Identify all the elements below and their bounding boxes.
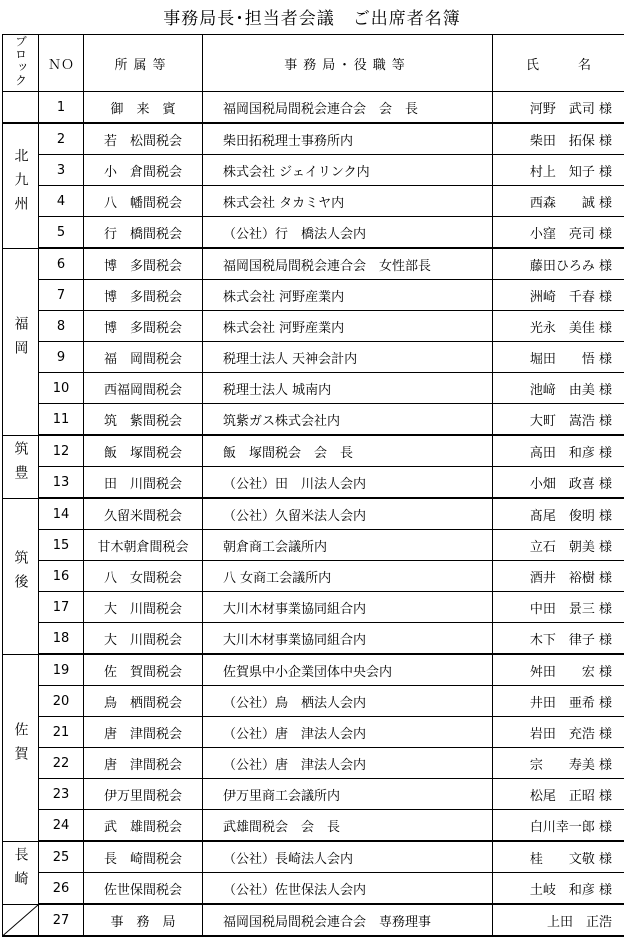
row-office: （公社）佐世保法人会内: [203, 873, 493, 905]
row-office: 武雄間税会 会 長: [203, 810, 493, 842]
block-cell: [3, 841, 39, 904]
row-affiliation: 佐世保間税会: [84, 873, 203, 905]
header-office: 事務局･役職等: [203, 35, 493, 92]
row-name: 上田 正浩: [493, 904, 624, 936]
row-office: 税理士法人 城南内: [203, 373, 493, 404]
row-no: 6: [39, 248, 84, 280]
row-no: 10: [39, 373, 84, 404]
row-affiliation: 小 倉間税会: [84, 155, 203, 186]
row-no: 8: [39, 311, 84, 342]
table-body: [3, 92, 624, 937]
row-no: 18: [39, 623, 84, 655]
block-label: 筑豊: [14, 441, 28, 489]
row-office: 福岡国税局間税会連合会 会 長: [203, 92, 493, 124]
block-label: 福岡: [14, 316, 28, 364]
row-affiliation: 博 多間税会: [84, 280, 203, 311]
row-name: 髙尾 俊明 様: [493, 498, 624, 530]
row-affiliation: 長 崎間税会: [84, 841, 203, 873]
row-office: （公社）田 川法人会内: [203, 467, 493, 499]
row-affiliation: 事 務 局: [84, 904, 203, 936]
block-label: 北九州: [14, 148, 28, 220]
row-affiliation: 武 雄間税会: [84, 810, 203, 842]
block-cell: [3, 92, 39, 124]
row-office: （公社）鳥 栖法人会内: [203, 686, 493, 717]
row-affiliation: 鳥 栖間税会: [84, 686, 203, 717]
row-name: 酒井 裕樹 様: [493, 561, 624, 592]
row-name: 西森 誠 様: [493, 186, 624, 217]
row-affiliation: 博 多間税会: [84, 248, 203, 280]
table-row: [3, 530, 624, 561]
block-cell: [3, 123, 39, 248]
table-row: [3, 435, 624, 467]
row-no: 2: [39, 123, 84, 155]
row-office: 株式会社 河野産業内: [203, 280, 493, 311]
row-no: 24: [39, 810, 84, 842]
block-cell: [3, 248, 39, 435]
block-label: 筑後: [14, 550, 28, 598]
row-office: 筑紫ガス株式会社内: [203, 404, 493, 436]
row-affiliation: 久留米間税会: [84, 498, 203, 530]
row-office: 大川木材事業協同組合内: [203, 623, 493, 655]
row-affiliation: 福 岡間税会: [84, 342, 203, 373]
row-name: 舛田 宏 様: [493, 654, 624, 686]
row-affiliation: 甘木朝倉間税会: [84, 530, 203, 561]
row-no: 12: [39, 435, 84, 467]
block-cell: [3, 498, 39, 654]
row-no: 20: [39, 686, 84, 717]
table-row: [3, 717, 624, 748]
row-affiliation: 田 川間税会: [84, 467, 203, 499]
row-office: 福岡国税局間税会連合会 専務理事: [203, 904, 493, 936]
row-name: 岩田 充浩 様: [493, 717, 624, 748]
block-label: 佐賀: [14, 722, 28, 770]
row-office: 株式会社 ジェイリンク内: [203, 155, 493, 186]
row-name: 大町 嵩浩 様: [493, 404, 624, 436]
row-name: 松尾 正昭 様: [493, 779, 624, 810]
row-name: 桂 文敬 様: [493, 841, 624, 873]
row-no: 13: [39, 467, 84, 499]
row-no: 25: [39, 841, 84, 873]
row-name: 河野 武司 様: [493, 92, 624, 124]
block-label: 長崎: [14, 847, 28, 895]
block-cell: [3, 904, 39, 936]
row-no: 27: [39, 904, 84, 936]
row-affiliation: 唐 津間税会: [84, 717, 203, 748]
row-no: 15: [39, 530, 84, 561]
table-row: [3, 186, 624, 217]
row-name: 堀田 悟 様: [493, 342, 624, 373]
row-no: 7: [39, 280, 84, 311]
row-name: 宗 寿美 様: [493, 748, 624, 779]
table-row: [3, 248, 624, 280]
row-office: 飯 塚間税会 会 長: [203, 435, 493, 467]
row-office: 税理士法人 天神会計内: [203, 342, 493, 373]
row-office: （公社）行 橋法人会内: [203, 217, 493, 249]
row-affiliation: 若 松間税会: [84, 123, 203, 155]
row-affiliation: 西福岡間税会: [84, 373, 203, 404]
row-office: 朝倉商工会議所内: [203, 530, 493, 561]
header-block: [3, 35, 39, 92]
table-row: [3, 841, 624, 873]
row-affiliation: 大 川間税会: [84, 623, 203, 655]
row-name: 高田 和彦 様: [493, 435, 624, 467]
table-row: [3, 873, 624, 905]
table-row: [3, 686, 624, 717]
table-row: [3, 810, 624, 842]
header-no: ＮＯ: [39, 35, 84, 92]
row-affiliation: 伊万里間税会: [84, 779, 203, 810]
row-affiliation: 行 橋間税会: [84, 217, 203, 249]
row-no: 4: [39, 186, 84, 217]
table-row: [3, 623, 624, 655]
table-row: [3, 123, 624, 155]
row-no: 23: [39, 779, 84, 810]
row-office: （公社）長崎法人会内: [203, 841, 493, 873]
row-affiliation: 八 女間税会: [84, 561, 203, 592]
table-row: [3, 342, 624, 373]
row-affiliation: 八 幡間税会: [84, 186, 203, 217]
row-name: 井田 亜希 様: [493, 686, 624, 717]
block-cell: [3, 435, 39, 498]
row-affiliation: 大 川間税会: [84, 592, 203, 623]
header-block-label: ブロック: [15, 35, 27, 87]
page-title: 事務局長･担当者会議 ご出席者名簿: [0, 4, 624, 29]
attendee-table: [2, 34, 624, 937]
table-row: [3, 498, 624, 530]
table-row: [3, 280, 624, 311]
row-name: 白川幸一郎 様: [493, 810, 624, 842]
row-affiliation: 筑 紫間税会: [84, 404, 203, 436]
table-row: [3, 654, 624, 686]
table-row: [3, 373, 624, 404]
row-office: （公社）唐 津法人会内: [203, 717, 493, 748]
header-affiliation: 所属等: [84, 35, 203, 92]
row-office: （公社）久留米法人会内: [203, 498, 493, 530]
table-row: [3, 311, 624, 342]
row-office: 株式会社 河野産業内: [203, 311, 493, 342]
row-no: 22: [39, 748, 84, 779]
header-name: 氏 名: [493, 35, 624, 92]
row-affiliation: 博 多間税会: [84, 311, 203, 342]
row-name: 立石 朝美 様: [493, 530, 624, 561]
row-no: 14: [39, 498, 84, 530]
table-row: [3, 467, 624, 499]
row-name: 村上 知子 様: [493, 155, 624, 186]
row-name: 光永 美佳 様: [493, 311, 624, 342]
table-row: [3, 779, 624, 810]
table-header-row: [3, 35, 624, 92]
table-row: [3, 404, 624, 436]
row-name: 小窪 亮司 様: [493, 217, 624, 249]
table-row: [3, 592, 624, 623]
table-row: [3, 904, 624, 936]
row-office: 八 女商工会議所内: [203, 561, 493, 592]
row-affiliation: 唐 津間税会: [84, 748, 203, 779]
row-name: 土岐 和彦 様: [493, 873, 624, 905]
row-no: 3: [39, 155, 84, 186]
row-affiliation: 飯 塚間税会: [84, 435, 203, 467]
row-no: 5: [39, 217, 84, 249]
row-no: 1: [39, 92, 84, 124]
row-name: 小畑 政喜 様: [493, 467, 624, 499]
row-office: 佐賀県中小企業団体中央会内: [203, 654, 493, 686]
row-name: 池﨑 由美 様: [493, 373, 624, 404]
row-office: 柴田拓税理士事務所内: [203, 123, 493, 155]
table-row: [3, 561, 624, 592]
row-name: 木下 律子 様: [493, 623, 624, 655]
row-no: 9: [39, 342, 84, 373]
row-office: 福岡国税局間税会連合会 女性部長: [203, 248, 493, 280]
table-row: [3, 748, 624, 779]
row-no: 17: [39, 592, 84, 623]
row-office: 株式会社 タカミヤ内: [203, 186, 493, 217]
table-row: [3, 92, 624, 124]
row-office: （公社）唐 津法人会内: [203, 748, 493, 779]
row-office: 大川木材事業協同組合内: [203, 592, 493, 623]
row-no: 16: [39, 561, 84, 592]
row-name: 中田 景三 様: [493, 592, 624, 623]
row-name: 藤田ひろみ 様: [493, 248, 624, 280]
diagonal-slash-icon: [3, 905, 38, 936]
row-affiliation: 御 来 賓: [84, 92, 203, 124]
row-name: 柴田 拓保 様: [493, 123, 624, 155]
table-row: [3, 217, 624, 249]
row-name: 洲崎 千春 様: [493, 280, 624, 311]
block-cell: [3, 654, 39, 841]
row-no: 21: [39, 717, 84, 748]
table-row: [3, 155, 624, 186]
row-no: 19: [39, 654, 84, 686]
row-affiliation: 佐 賀間税会: [84, 654, 203, 686]
row-no: 11: [39, 404, 84, 436]
row-office: 伊万里商工会議所内: [203, 779, 493, 810]
row-no: 26: [39, 873, 84, 905]
